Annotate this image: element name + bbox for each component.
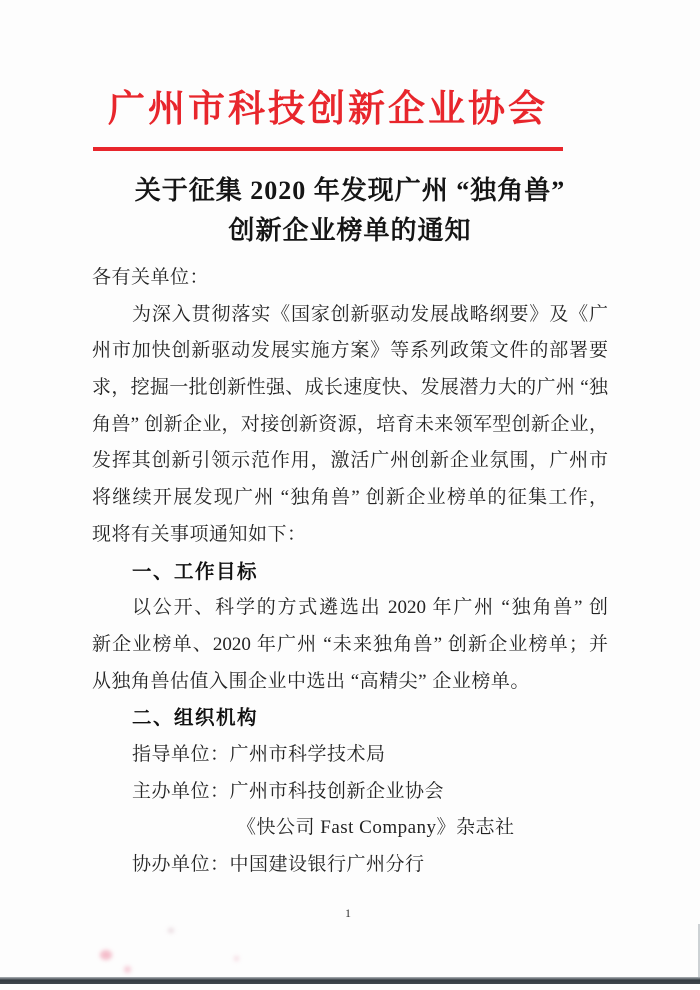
scan-edge-artifact-bottom: [0, 977, 700, 984]
page-number: 1: [345, 906, 351, 920]
body-line: 将继续开展发现广州 “独角兽” 创新企业榜单的征集工作，: [92, 487, 608, 509]
org-line-guidance: 指导单位：广州市科学技术局: [132, 743, 386, 765]
org-line-coorganizer: 协办单位：中国建设银行广州分行: [132, 854, 425, 875]
letterhead-divider-rule: [93, 147, 563, 151]
document-title: [72, 171, 628, 251]
body-line: 现将有关事项通知如下：: [92, 523, 307, 545]
scan-smudge: [168, 928, 174, 933]
body-text: [92, 260, 608, 884]
org-line-host-2: 《快公司 Fast Company》杂志社: [237, 817, 515, 839]
body-line: 为深入贯彻落实《国家创新驱动发展战略纲要》及《广: [132, 303, 608, 325]
body-line-salutation: 各有关单位：: [92, 267, 210, 288]
body-line: 角兽” 创新企业，对接创新资源，培育未来领军型创新企业，: [92, 413, 608, 435]
body-line: 以公开、科学的方式遴选出 2020 年广州 “独角兽” 创: [132, 597, 608, 619]
letterhead-org-name: 广州市科技创新企业协会: [108, 89, 548, 130]
document-title-line-1: 关于征集 2020 年发现广州 “独角兽”: [134, 176, 566, 205]
section-heading-2: 二、组织机构: [132, 707, 259, 730]
document-title-line-2: 创新企业榜单的通知: [228, 216, 472, 245]
body-line: 新企业榜单、2020 年广州 “未来独角兽” 创新企业榜单；并: [92, 633, 608, 655]
scan-smudge: [234, 956, 239, 961]
body-line: 求，挖掘一批创新性强、成长速度快、发展潜力大的广州 “独: [92, 377, 608, 399]
body-line: 发挥其创新引领示范作用，激活广州创新企业氛围，广州市: [92, 450, 608, 472]
body-line: 从独角兽估值入围企业中选出 “高精尖” 企业榜单。: [92, 670, 530, 692]
scan-smudge: [100, 950, 112, 960]
org-line-host: 主办单位：广州市科技创新企业协会: [132, 780, 445, 802]
section-heading-1: 一、工作目标: [132, 560, 259, 583]
body-line: 州市加快创新驱动发展实施方案》等系列政策文件的部署要: [92, 340, 608, 362]
scan-smudge: [124, 966, 131, 973]
